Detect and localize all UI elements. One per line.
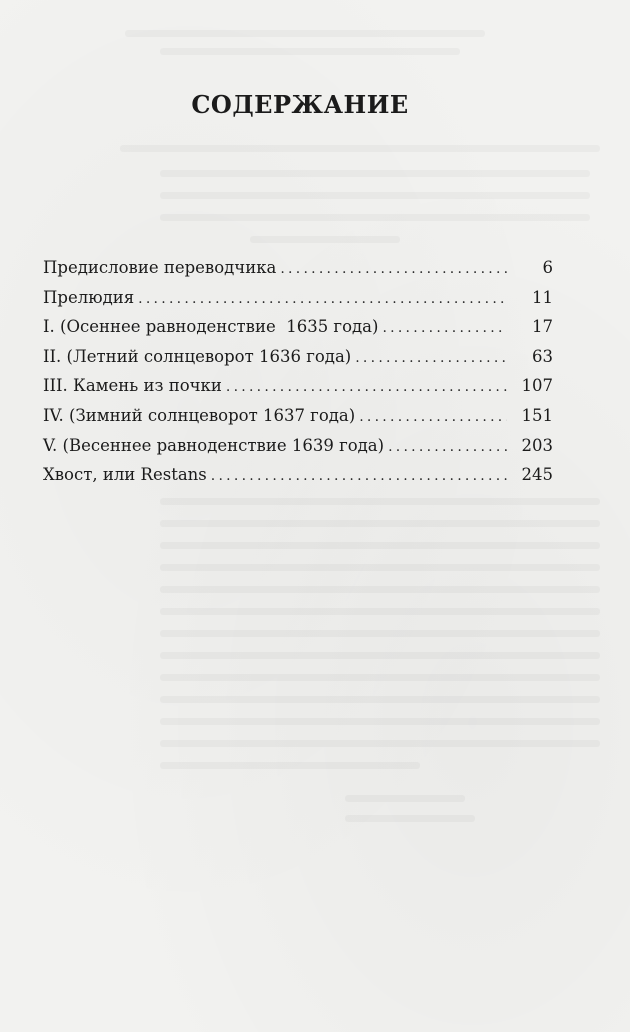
show-through-line	[160, 608, 600, 615]
show-through-line	[125, 30, 485, 37]
toc-entry	[43, 436, 553, 466]
show-through-line	[160, 740, 600, 747]
show-through-line	[160, 48, 460, 55]
toc-entry-title: Прелюдия	[43, 287, 135, 307]
toc-entry	[43, 406, 553, 436]
toc-entry	[43, 317, 553, 347]
toc-entry-title: IV. (Зимний солнцеворот 1637 года)	[43, 405, 356, 425]
show-through-line	[160, 674, 600, 681]
show-through-line	[160, 520, 600, 527]
show-through-line	[160, 652, 600, 659]
show-through-line	[160, 214, 590, 221]
show-through-line	[160, 586, 600, 593]
toc-dot-leader	[359, 407, 507, 427]
toc-entry-page: 203	[521, 435, 553, 455]
toc-dot-leader	[138, 289, 507, 309]
page-title: СОДЕРЖАНИЕ	[191, 90, 409, 120]
toc-entry-title: Предисловие переводчика	[43, 258, 277, 277]
show-through-line	[160, 192, 590, 199]
show-through-line	[120, 145, 600, 152]
toc-entry-title: III. Камень из почки	[43, 376, 222, 396]
toc-entry-title: II. (Летний солнцеворот 1636 года)	[43, 346, 352, 366]
toc-entry-page: 245	[521, 465, 553, 485]
show-through-line	[160, 630, 600, 637]
toc-entry-page: 107	[521, 376, 553, 396]
toc-dot-leader	[226, 377, 507, 397]
show-through-line	[160, 696, 600, 703]
show-through-line	[160, 718, 600, 725]
toc-entry-title: I. (Осеннее равноденствие 1635 года)	[43, 317, 379, 337]
toc-entry	[43, 258, 553, 288]
toc-entry-title: V. (Весеннее равноденствие 1639 года)	[43, 435, 385, 455]
show-through-line	[250, 236, 400, 243]
toc-entry	[43, 347, 553, 377]
toc-entry-page: 17	[532, 317, 553, 337]
show-through-line	[160, 170, 590, 177]
show-through-line	[160, 564, 600, 571]
toc-dot-leader	[382, 318, 507, 338]
toc-entry-page: 11	[532, 287, 553, 307]
toc-entry	[43, 376, 553, 406]
show-through-line	[160, 498, 600, 505]
toc-dot-leader	[211, 466, 507, 486]
toc-dot-leader	[355, 348, 507, 368]
toc-dot-leader	[280, 259, 507, 279]
toc-entry	[43, 465, 553, 495]
toc-entry	[43, 288, 553, 318]
toc-entry-page: 63	[532, 346, 553, 366]
show-through-line	[345, 795, 465, 802]
table-of-contents	[43, 258, 553, 495]
show-through-line	[345, 815, 475, 822]
show-through-line	[160, 762, 420, 769]
toc-entry-title: Хвост, или Restans	[43, 465, 207, 485]
toc-dot-leader	[388, 437, 507, 457]
toc-entry-page: 151	[521, 405, 553, 425]
show-through-line	[160, 542, 600, 549]
toc-entry-page: 6	[542, 258, 553, 277]
